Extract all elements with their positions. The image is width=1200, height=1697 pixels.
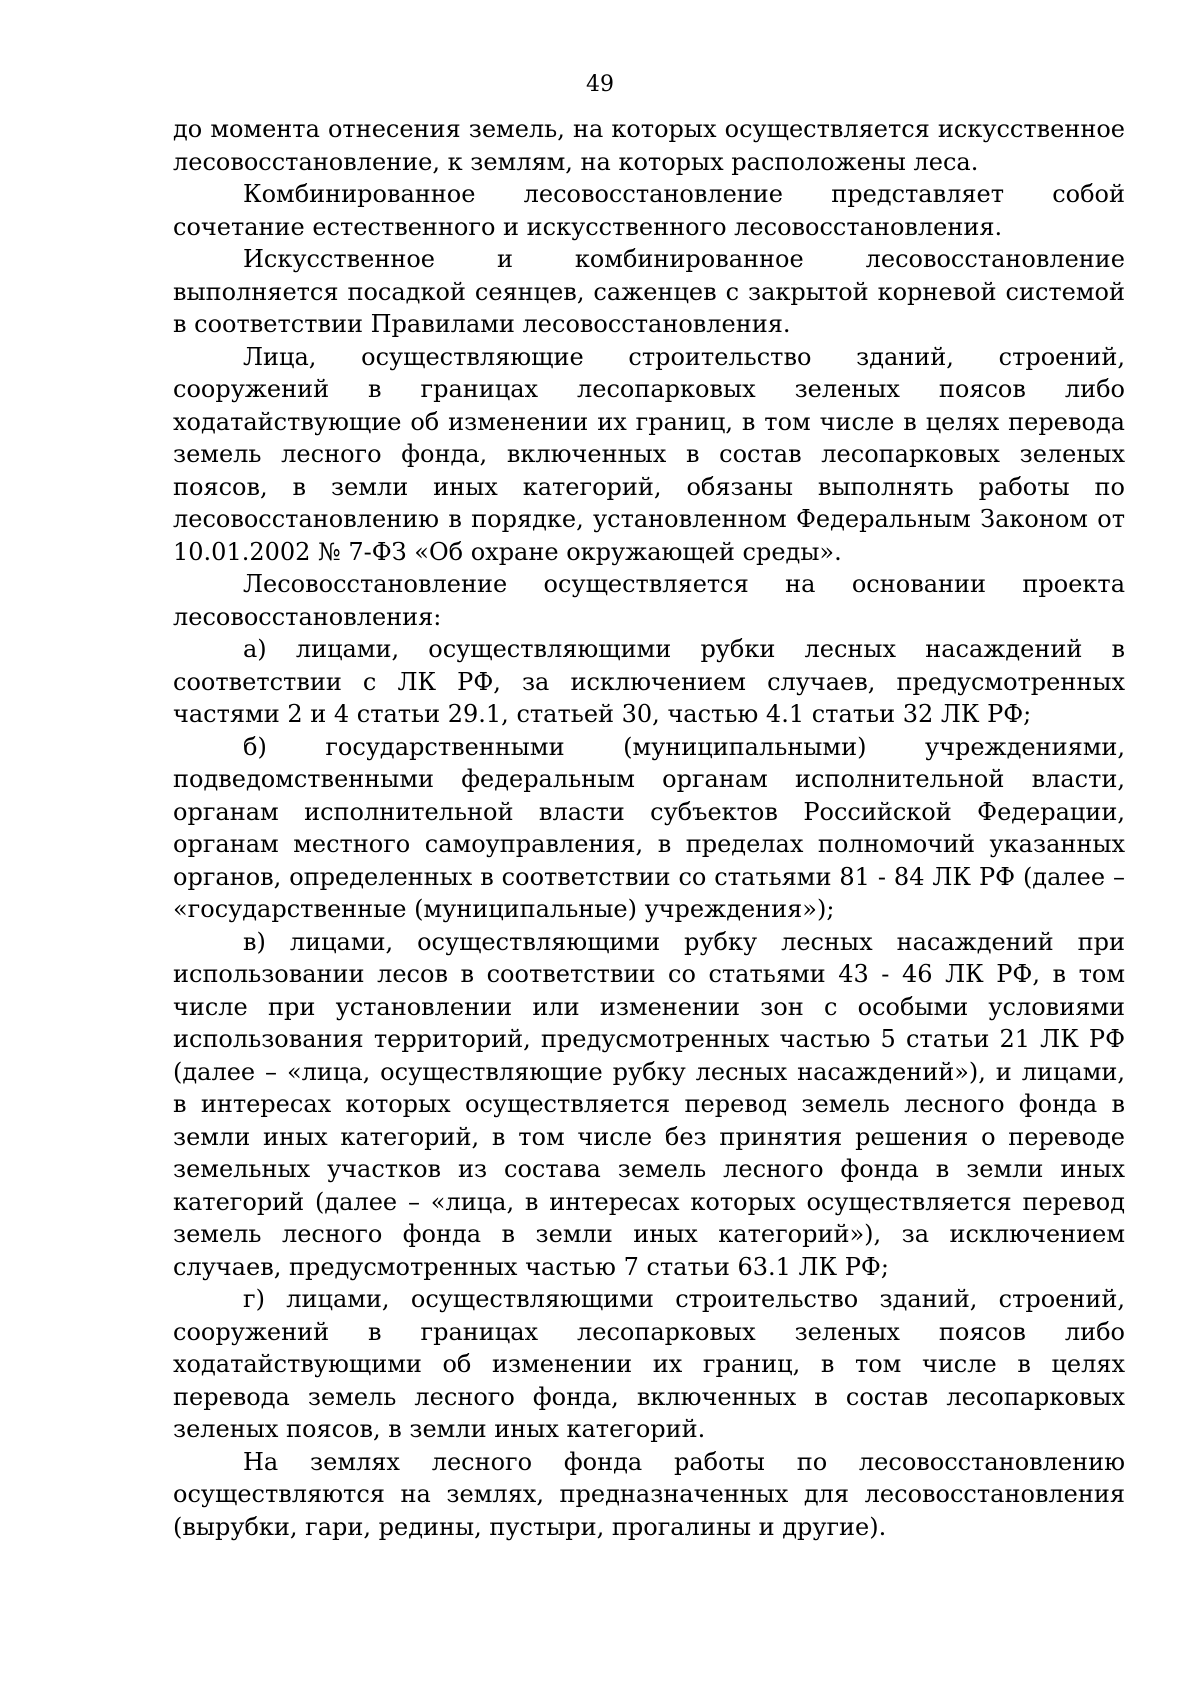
paragraph-planting-method: Искусственное и комбинированное лесовосстановление выполняется посадкой сеянцев, саженцев с закрытой корневой системой в соответствии Правилами лесовосстановления. [173,245,1125,338]
list-item-g: г) лицами, осуществляющими строительство зданий, строений, сооружений в границах лесопарковых зеленых поясов либо ходатайствующими об изменении их границ, в том числе в целях перевода земель лесного фонда, включенных в состав лесопарковых зеленых поясов, в земли иных категорий. [173,1285,1125,1443]
paragraph-project-basis: Лесовосстановление осуществляется на основании проекта лесовосстановления: [173,570,1125,631]
page-number: 49 [586,72,614,97]
list-item-b: б) государственными (муниципальными) учреждениями, подведомственными федеральным органам исполнительной власти, органам исполнительной власти субъектов Российской Федерации, органам местного самоуправления, в пределах полномочий указанных органов, определенных в соответствии со статьями 81 - 84 ЛК РФ (далее – «государственные (муниципальные) учреждения»); [173,732,1125,923]
paragraph-greenbelt-obligations: Лица, осуществляющие строительство зданий, строений, сооружений в границах лесопарковых зеленых поясов либо ходатайствующие об изменении их границ, в том числе в целях перевода земель лесного фонда, включенных в состав лесопарковых зеленых поясов, в земли иных категорий, обязаны выполнять работы по лесовосстановлению в порядке, установленном Федеральным Законом от 10.01.2002 № 7-ФЗ «Об охране окружающей среды». [173,342,1125,566]
paragraph-combined-reforestation: Комбинированное лесовосстановление представляет собой сочетание естественного и искусственного лесовосстановления. [173,180,1125,241]
paragraph-forest-fund-lands: На землях лесного фонда работы по лесовосстановлению осуществляются на землях, предназначенных для лесовосстановления (вырубки, гари, редины, пустыри, прогалины и другие). [173,1447,1125,1541]
document-body [173,113,1125,1543]
paragraph-continuation: до момента отнесения земель, на которых осуществляется искусственное лесовосстановление, к землям, на которых расположены леса. [173,115,1125,176]
list-item-a: а) лицами, осуществляющими рубки лесных насаждений в соответствии с ЛК РФ, за исключением случаев, предусмотренных частями 2 и 4 статьи 29.1, статьей 30, частью 4.1 статьи 32 ЛК РФ; [173,635,1125,728]
list-item-v: в) лицами, осуществляющими рубку лесных насаждений при использовании лесов в соответствии со статьями 43 - 46 ЛК РФ, в том числе при установлении или изменении зон с особыми условиями использования территорий, предусмотренных частью 5 статьи 21 ЛК РФ (далее – «лица, осуществляющие рубку лесных насаждений»), и лицами, в интересах которых осуществляется перевод земель лесного фонда в земли иных категорий, в том числе без принятия решения о переводе земельных участков из состава земель лесного фонда в земли иных категорий (далее – «лица, в интересах которых осуществляется перевод земель лесного фонда в земли иных категорий»), за исключением случаев, предусмотренных частью 7 статьи 63.1 ЛК РФ; [173,927,1125,1281]
